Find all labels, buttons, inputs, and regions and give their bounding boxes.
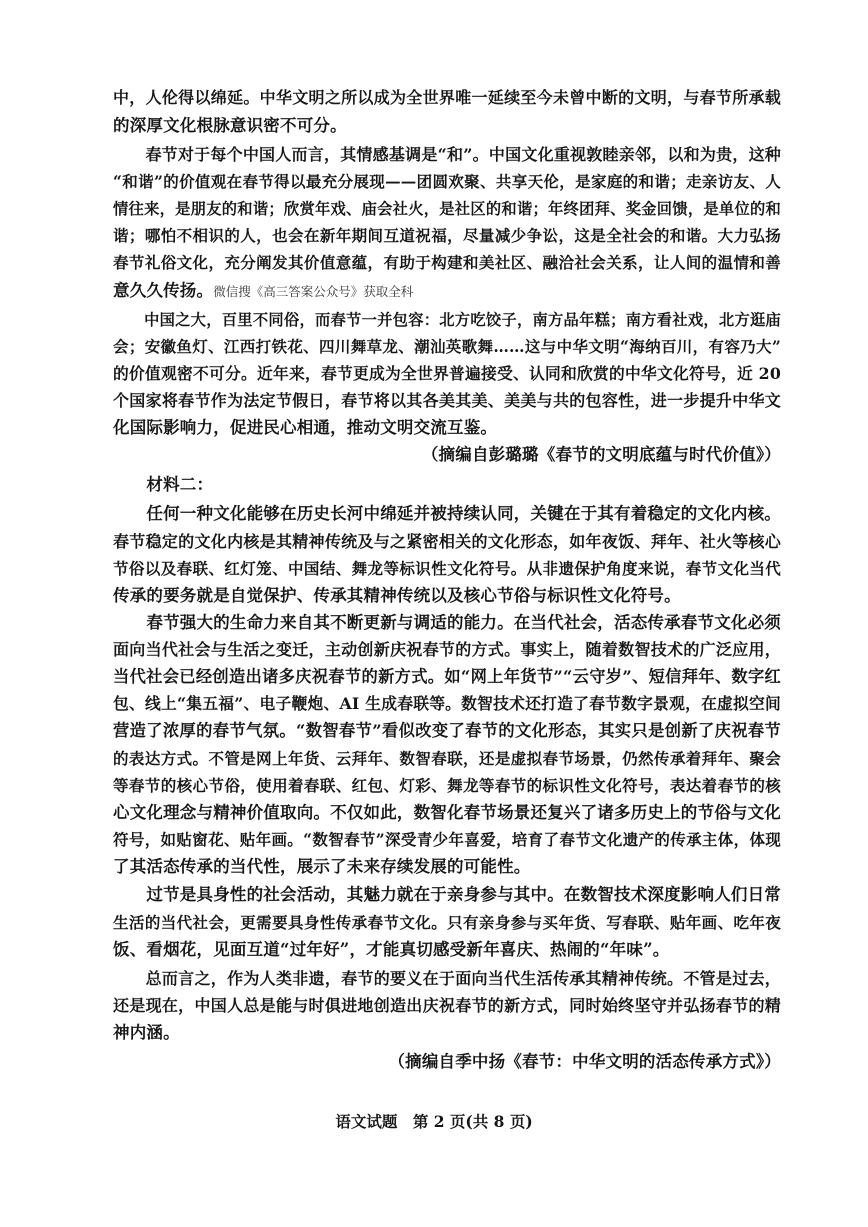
text-line: 生活的当代社会，更需要具身性传承春节文化。只有亲身参与买年货、写春联、贴年画、吃年夜 xyxy=(113,913,781,932)
section-heading: 材料二： xyxy=(113,475,214,494)
text-line: 心文化理念与精神价值取向。不仅如此，数智化春节场景还复兴了诸多历史上的节俗与文化 xyxy=(113,803,781,822)
text-line: 的表达方式。不管是网上年货、云拜年、数智春联，还是虚拟春节场景，仍然传承着拜年、聚会 xyxy=(113,749,781,768)
page-footer: 语文试题 第 2 页(共 8 页) xyxy=(335,1112,533,1131)
watermark-text: 微信搜《高三答案公众号》获取全科 xyxy=(213,284,414,299)
text-line-with-watermark xyxy=(113,281,781,302)
text-line: 春节对于每个中国人而言，其情感基调是“和”。中国文化重视敦睦亲邻，以和为贵，这种 xyxy=(113,145,781,164)
text-line: 任何一种文化能够在历史长河中绵延并被持续认同，关键在于其有着稳定的文化内核。 xyxy=(113,504,781,523)
text-line: 化国际影响力，促进民心相通，推动文明交流互鉴。 xyxy=(113,418,498,437)
text-line: 中，人伦得以绵延。中华文明之所以成为全世界唯一延续至今未曾中断的文明，与春节所承载 xyxy=(113,88,781,107)
text-line: 当代社会已经创造出诸多庆祝春节的新方式。如“网上年货节”“云守岁”、短信拜年、数字红 xyxy=(113,667,781,686)
text-line: 春节礼俗文化，充分阐发其价值意蕴，有助于构建和美社区、融洽社会关系，让人间的温情和善 xyxy=(113,253,781,272)
text-line: 营造了浓厚的春节气氛。“数智春节”看似改变了春节的文化形态，其实只是创新了庆祝春节 xyxy=(113,721,781,740)
text-line: 了其活态传承的当代性，展示了未来存续发展的可能性。 xyxy=(113,857,531,876)
source-citation: （摘编自彭璐璐《春节的文明底蕴与时代价值》） xyxy=(421,445,781,464)
text-line: 符号，如贴窗花、贴年画。“数智春节”深受青少年喜爱，培育了春节文化遗产的传承主体，体现 xyxy=(113,830,781,849)
source-citation: （摘编自季中扬《春节：中华文明的活态传承方式》） xyxy=(388,1052,781,1071)
text-line: “和谐”的价值观在春节得以最充分展现——团圆欢聚、共享天伦，是家庭的和谐；走亲访友、人 xyxy=(113,172,781,191)
text-line: 还是现在，中国人总是能与时俱进地创造出庆祝春节的新方式，同时始终坚守并弘扬春节的精 xyxy=(113,996,781,1015)
text-line: 总而言之，作为人类非遗，春节的要义在于面向当代生活传承其精神传统。不管是过去， xyxy=(113,969,781,988)
text-line: 神内涵。 xyxy=(113,1023,180,1042)
text-line: 个国家将春节作为法定节假日，春节将以其各美其美、美美与共的包容性，进一步提升中华文 xyxy=(113,391,781,410)
text-line: 春节稳定的文化内核是其精神传统及与之紧密相关的文化形态，如年夜饭、拜年、社火等核心 xyxy=(113,532,781,551)
text-line: 中国之大，百里不同俗，而春节一并包容：北方吃饺子，南方品年糕；南方看社戏，北方逛庙 xyxy=(113,311,781,329)
text-line: 的价值观密不可分。近年来，春节更成为全世界普遍接受、认同和欣赏的中华文化符号，近 20 xyxy=(113,364,781,383)
text-line: 春节强大的生命力来自其不断更新与调适的能力。在当代社会，活态传承春节文化必须 xyxy=(113,613,781,632)
text-line: 节俗以及春联、红灯笼、中国结、舞龙等标识性文化符号。从非遗保护角度来说，春节文化当代 xyxy=(113,559,781,578)
text-line: 包、线上“集五福”、电子鞭炮、AI 生成春联等。数智技术还打造了春节数字景观，在虚拟空间 xyxy=(113,694,781,713)
text-line: 传承的要务就是自觉保护、传承其精神传统以及核心节俗与标识性文化符号。 xyxy=(113,586,681,605)
text-line: 面向当代社会与生活之变迁，主动创新庆祝春节的方式。事实上，随着数智技术的广泛应用， xyxy=(113,640,781,659)
text-line: 情往来，是朋友的和谐；欣赏年戏、庙会社火，是社区的和谐；年终团拜、奖金回馈，是单位的和 xyxy=(113,200,781,218)
text-line: 会；安徽鱼灯、江西打铁花、四川舞草龙、潮汕英歌舞……这与中华文明“海纳百川，有容乃大” xyxy=(113,337,781,356)
text-line: 意久久传扬。 xyxy=(113,281,214,300)
text-line: 等春节的核心节俗，使用着春联、红包、灯彩、舞龙等春节的标识性文化符号，表达着春节的核 xyxy=(113,776,781,795)
text-line: 饭、看烟花，见面互道“过年好”，才能真切感受新年喜庆、热闹的“年味”。 xyxy=(113,940,670,959)
text-line: 过节是具身性的社会活动，其魅力就在于亲身参与其中。在数智技术深度影响人们日常 xyxy=(113,885,781,904)
text-line: 的深厚文化根脉意识密不可分。 xyxy=(113,116,347,135)
text-line: 谐；哪怕不相识的人，也会在新年期间互道祝福，尽量减少争讼，这是全社会的和谐。大力弘扬 xyxy=(113,226,781,245)
